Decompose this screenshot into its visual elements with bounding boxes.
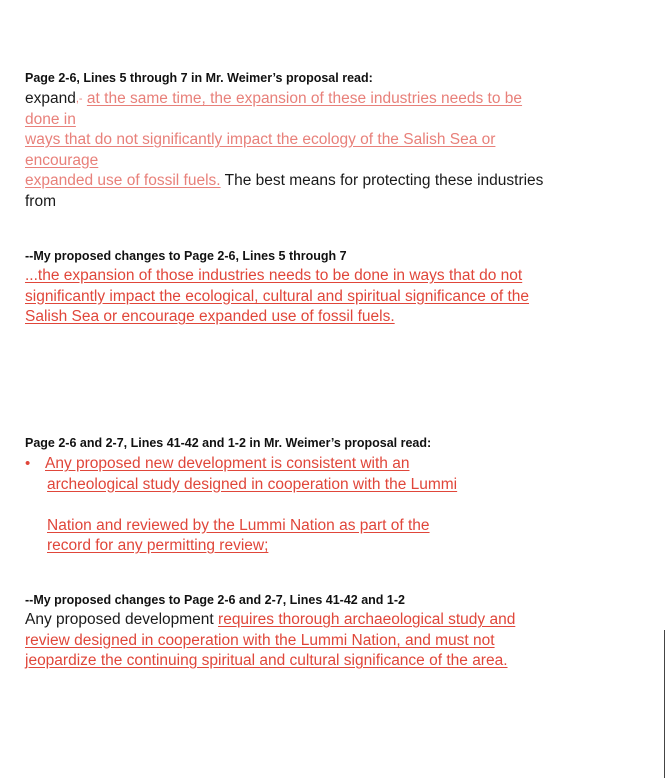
section-2-line-2 <box>25 287 660 308</box>
section-2-line-3 <box>25 307 660 328</box>
section-3-insert-2: archeological study designed in cooperation with the Lummi <box>47 475 458 493</box>
section-2-proposed-text <box>25 266 660 328</box>
section-4-insert-2: review designed in cooperation with the Lummi Nation, and must not <box>25 631 495 649</box>
section-1-line-1 <box>25 89 660 110</box>
section-3-line-1 <box>25 454 645 475</box>
strike-mark: ,- <box>75 93 83 105</box>
section-1-line-6 <box>25 192 660 213</box>
scrollbar[interactable] <box>664 630 665 778</box>
section-1-line-3 <box>25 130 660 151</box>
section-4-insert-1: requires thorough archaeological study and <box>218 611 516 628</box>
section-3-insert-4: record for any permitting review; <box>47 537 269 554</box>
section-2-line-1 <box>25 266 660 287</box>
section-3-line-2 <box>25 475 645 496</box>
section-1-insert-4: encourage <box>25 151 99 169</box>
section-1-insert-5: expanded use of fossil fuels. <box>25 172 221 189</box>
section-1-tail-6: from <box>25 192 56 210</box>
section-1-heading: Page 2-6, Lines 5 through 7 in Mr. Weimer’s proposal read: <box>25 71 373 85</box>
section-1-line-4 <box>25 151 660 172</box>
bullet-icon: • <box>25 455 31 472</box>
section-4-insert-3: jeopardize the continuing spiritual and cultural significance of the area. <box>25 652 508 669</box>
section-4-line-3 <box>25 651 660 672</box>
section-4-lead: Any proposed development <box>25 611 219 628</box>
section-1-tail-5: The best means for protecting these industries <box>220 172 544 189</box>
section-2-insert-1: ...the expansion of those industries needs to be done in ways that do not <box>25 267 523 284</box>
section-4-proposed-text <box>25 610 660 672</box>
section-3-heading: Page 2-6 and 2-7, Lines 41-42 and 1-2 in Mr. Weimer’s proposal read: <box>25 436 432 450</box>
section-3-bullet-item <box>25 454 645 557</box>
section-2-insert-2: significantly impact the ecological, cultural and spiritual significance of the <box>25 287 530 305</box>
section-4-line-1 <box>25 610 660 631</box>
section-1-insert-2: done in <box>25 110 76 128</box>
section-3-line-3 <box>25 516 645 537</box>
section-3-insert-3: Nation and reviewed by the Lummi Nation as part of the <box>47 516 430 534</box>
section-1-insert-3: ways that do not significantly impact the ecology of the Salish Sea or <box>25 131 496 148</box>
section-2-insert-3: Salish Sea or encourage expanded use of fossil fuels. <box>25 308 395 325</box>
section-4-heading: --My proposed changes to Page 2-6 and 2-7, Lines 41-42 and 1-2 <box>25 593 405 607</box>
section-3-insert-1: Any proposed new development is consistent with an <box>45 455 410 472</box>
section-1-original-text <box>25 89 660 212</box>
section-1-line-5 <box>25 171 660 192</box>
section-1-line-2 <box>25 110 660 131</box>
section-1-insert-1: at the same time, the expansion of these industries needs to be <box>86 90 523 107</box>
section-1-lead-word: expand <box>25 90 76 107</box>
section-3-line-4 <box>25 536 645 557</box>
section-4-line-2 <box>25 631 660 652</box>
section-2-heading: --My proposed changes to Page 2-6, Lines 5 through 7 <box>25 249 347 263</box>
